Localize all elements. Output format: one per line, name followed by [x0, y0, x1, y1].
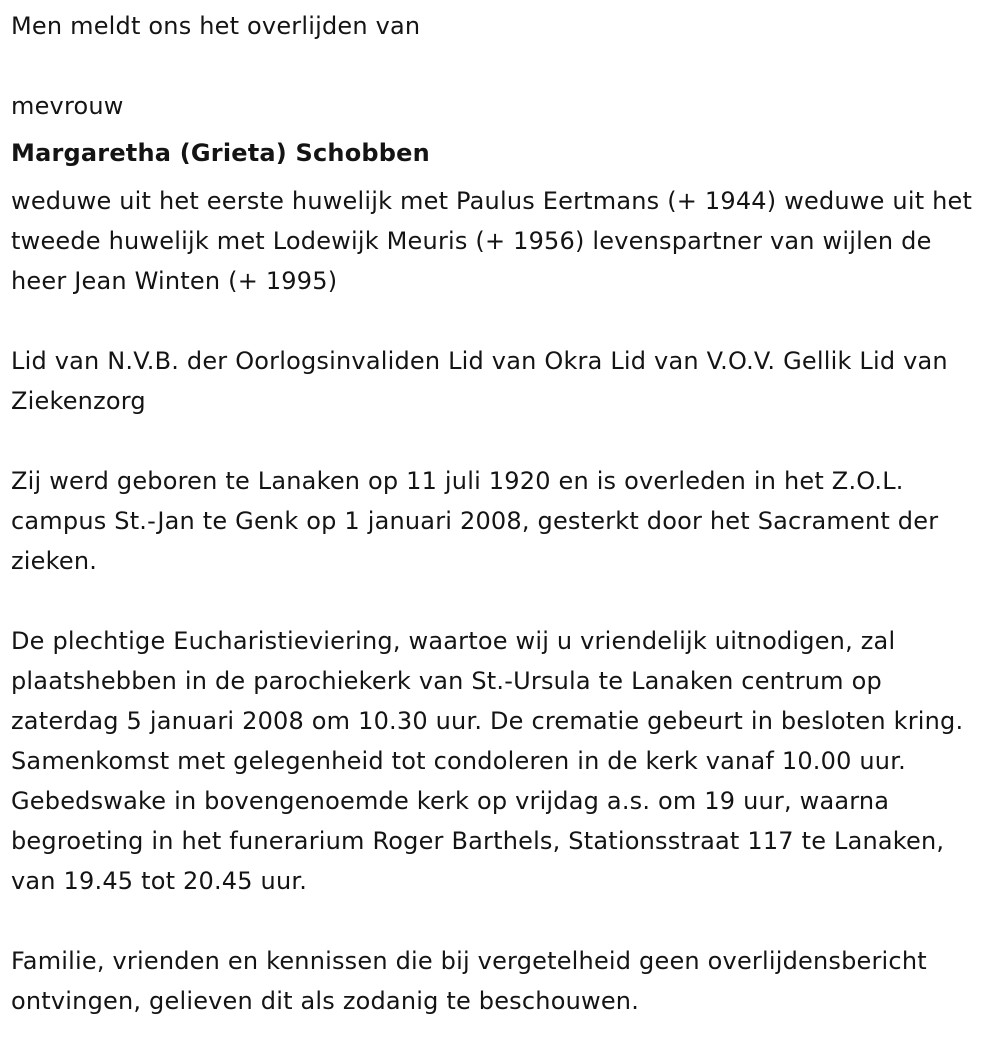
deceased-name: Margaretha (Grieta) Schobben — [11, 139, 430, 167]
memberships-paragraph: Lid van N.V.B. der Oorlogsinvaliden Lid van Okra Lid van V.O.V. Gellik Lid van Ziekenzorg — [11, 347, 948, 415]
family-note-paragraph: Familie, vrienden en kennissen die bij vergetelheid geen overlijdensbericht ontvingen, gelieven dit als zodanig te beschouwen. — [11, 947, 927, 1015]
widow-info-paragraph: weduwe uit het eerste huwelijk met Paulus Eertmans (+ 1944) weduwe uit het tweede huwelijk met Lodewijk Meuris (+ 1956) levenspartner van wijlen de heer Jean Winten (+ 1995) — [11, 187, 973, 295]
deceased-title: mevrouw — [11, 92, 124, 120]
notice-intro: Men meldt ons het overlijden van — [11, 12, 421, 40]
birth-death-paragraph: Zij werd geboren te Lanaken op 11 juli 1920 en is overleden in het Z.O.L. campus St.-Jan te Genk op 1 januari 2008, gesterkt door het Sacrament der zieken. — [11, 467, 939, 575]
ceremony-paragraph: De plechtige Eucharistieviering, waartoe wij u vriendelijk uitnodigen, zal plaatshebben in de parochiekerk van St.-Ursula te Lanaken centrum op zaterdag 5 januari 2008 om 10.30 uur. De crematie gebeurt in besloten kring. Samenkomst met gelegenheid tot condoleren in de kerk vanaf 10.00 uur. Gebedswake in bovengenoemde kerk op vrijdag a.s. om 19 uur, waarna begroeting in het funerarium Roger Barthels, Stationsstraat 117 te Lanaken, van 19.45 tot 20.45 uur. — [11, 627, 964, 895]
